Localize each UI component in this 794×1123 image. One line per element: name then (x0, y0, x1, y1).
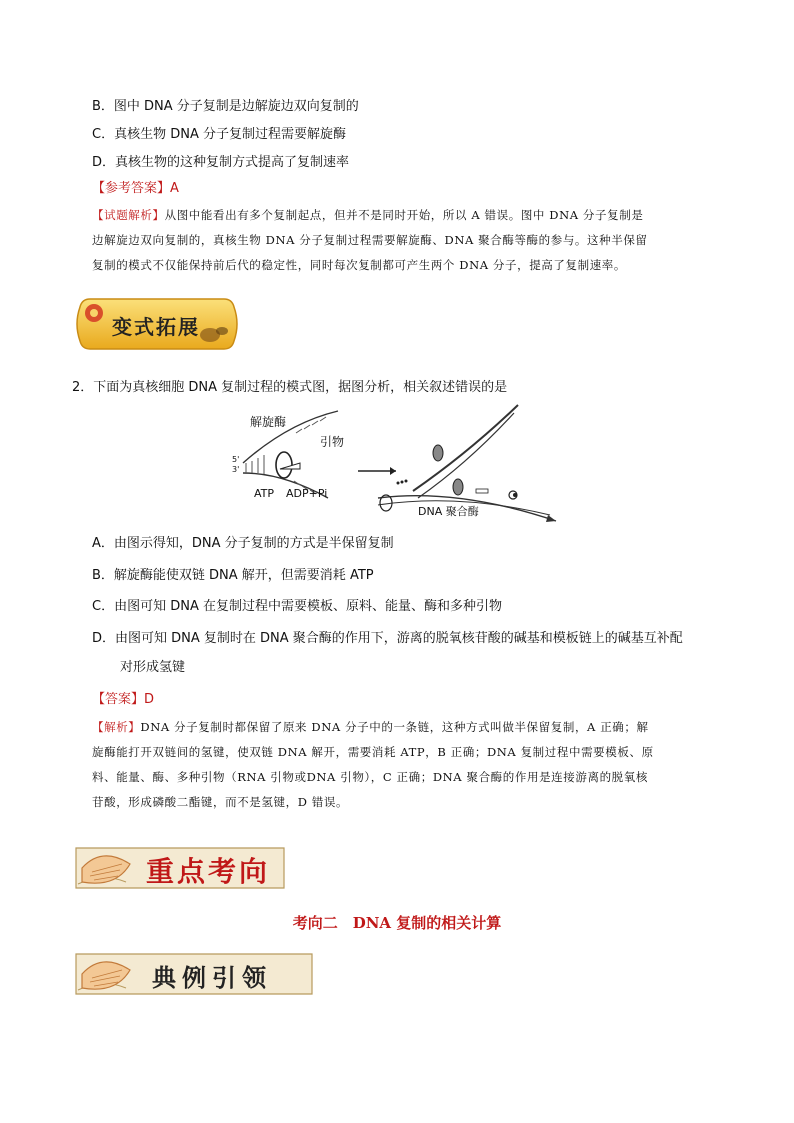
q2-answer-tag: 【答案】 (92, 692, 145, 707)
q1-analysis-line-3: 复制的模式不仅能保持前后代的稳定性，同时每次复制都可产生两个 DNA 分子，提高了复制速率。 (92, 258, 626, 272)
label-5-prime: 5' (232, 455, 240, 464)
q2-option-d-continued: 对形成氢键 (120, 660, 186, 675)
banner-key-direction-text: 重点考向 (146, 855, 271, 888)
banner-key-direction (72, 842, 288, 894)
q1-option-b: B．图中 DNA 分子复制是边解旋边双向复制的 (92, 99, 359, 114)
section-title: 考向二 DNA 复制的相关计算 (292, 914, 502, 932)
q1-analysis (92, 203, 732, 278)
q2-answer-value: D (144, 692, 155, 707)
q1-answer-value: A (170, 181, 179, 196)
label-helicase: 解旋酶 (250, 415, 287, 429)
q1-answer-tag: 【参考答案】 (92, 181, 171, 196)
q2-option-d: D．由图可知 DNA 复制时在 DNA 聚合酶的作用下，游离的脱氧核苷酸的碱基和模板链上的碱基互补配 (92, 631, 683, 646)
q1-option-d: D．真核生物的这种复制方式提高了复制速率 (92, 155, 350, 170)
q2-option-a: A．由图示得知，DNA 分子复制的方式是半保留复制 (92, 536, 394, 551)
dna-polymerase-icon (453, 479, 463, 495)
q2-stem: 2．下面为真核细胞 DNA 复制过程的模式图，据图分析，相关叙述错误的是 (72, 380, 508, 395)
q2-analysis-line-1: DNA 分子复制时都保留了原来 DNA 分子中的一条链，这种方式叫做半保留复制，A 正确；解 (140, 720, 649, 734)
q2-option-b: B．解旋酶能使双链 DNA 解开，但需要消耗 ATP (92, 568, 374, 583)
dna-replication-figure (228, 403, 568, 525)
label-primer: 引物 (320, 435, 345, 449)
helicase-icon (276, 452, 292, 478)
banner-typical-example (72, 948, 316, 1000)
banner-variant-extension (72, 293, 242, 355)
banner-variant-extension-text: 变式拓展 (112, 315, 200, 339)
q2-option-c: C．由图可知 DNA 在复制过程中需要模板、原料、能量、酶和多种引物 (92, 599, 502, 614)
label-3-prime: 3' (232, 465, 240, 474)
q2-answer (92, 688, 154, 707)
q2-analysis-line-3: 料、能量、酶、多种引物（RNA 引物或DNA 引物），C 正确；DNA 聚合酶的作用是连接游离的脱氧核 (92, 770, 648, 784)
q2-analysis-line-4: 苷酸，形成磷酸二酯键，而不是氢键，D 错误。 (92, 795, 349, 809)
label-atp: ATP (254, 487, 275, 500)
q2-analysis-tag: 【解析】 (92, 720, 141, 734)
banner-typical-example-text: 典例引领 (152, 963, 272, 992)
label-adp-pi: ADP+Pi (286, 487, 328, 500)
q1-option-c: C．真核生物 DNA 分子复制过程需要解旋酶 (92, 127, 346, 142)
q1-analysis-tag: 【试题解析】 (92, 208, 165, 222)
q2-analysis (92, 715, 732, 815)
q1-answer (92, 177, 179, 196)
q1-analysis-line-1: 从图中能看出有多个复制起点，但并不是同时开始，所以 A 错误。图中 DNA 分子复制是 (164, 208, 644, 222)
q1-analysis-line-2: 边解旋边双向复制的，真核生物 DNA 分子复制过程需要解旋酶、DNA 聚合酶等酶的参与。这种半保留 (92, 233, 648, 247)
label-dna-polymerase: DNA 聚合酶 (418, 505, 479, 518)
q2-analysis-line-2: 旋酶能打开双链间的氢键，使双链 DNA 解开，需要消耗 ATP，B 正确；DNA 复制过程中需要模板、原 (92, 745, 654, 759)
